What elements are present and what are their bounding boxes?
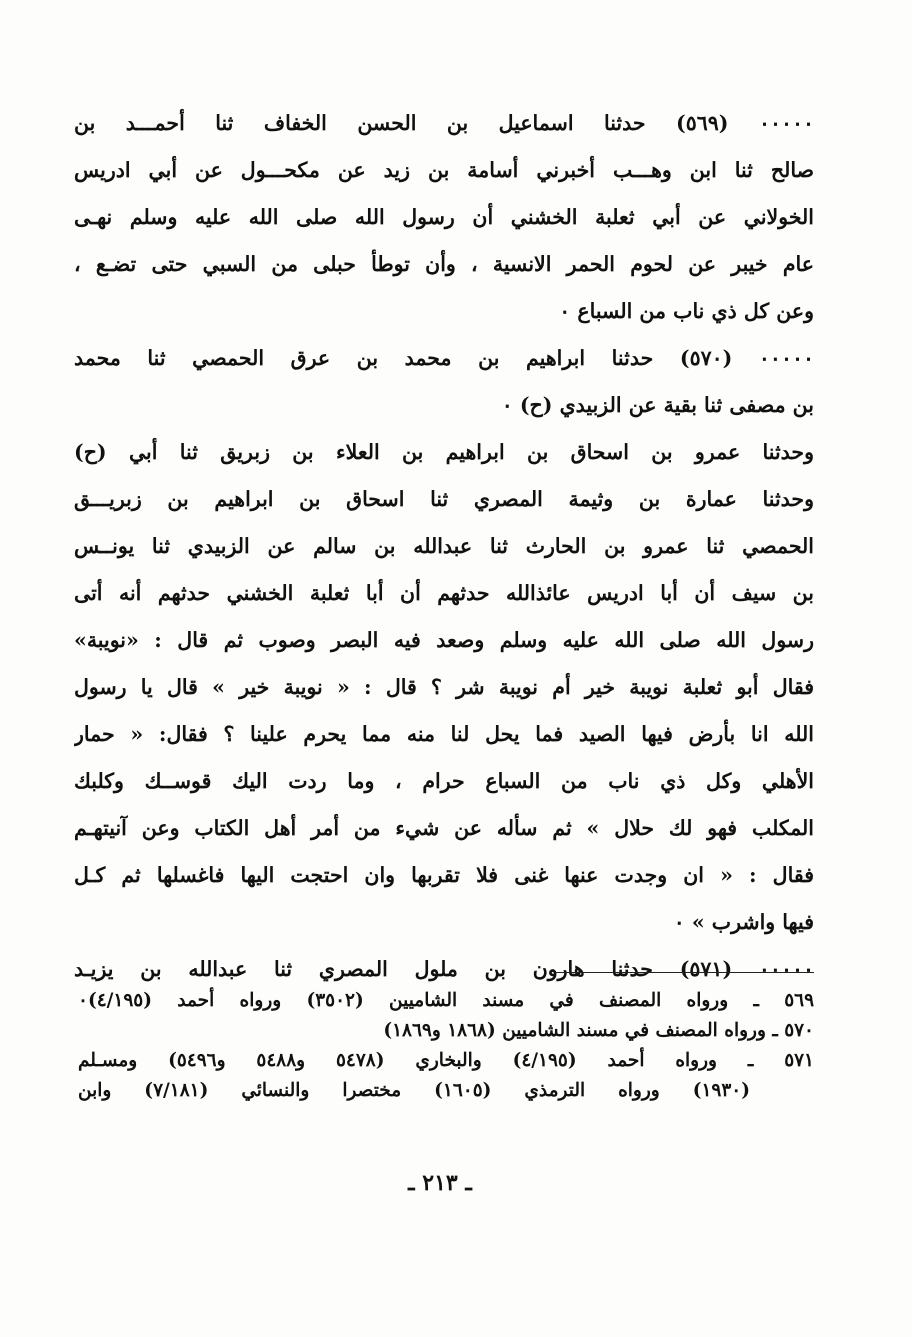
text-line: بن مصفى ثنا بقية عن الزبيدي (ح) ٠ — [501, 393, 814, 417]
text-line: وحدثنا عمرو بن اسحاق بن ابراهيم بن العلاء بن زبريق ثنا أبي (ح) — [74, 440, 814, 464]
hadith-570-chain-2 — [74, 429, 814, 476]
footnote-571-continued: (١٩٣٠) ورواه الترمذي (١٦٠٥) مختصرا والنسائي (٧/١٨١) وابن — [78, 1080, 750, 1101]
main-text — [74, 100, 814, 993]
footnote-571: ٥٧١ ـ ورواه أحمد (٤/١٩٥) والبخاري (٥٤٧٨ و٥٤٨٨ و٥٤٩٦) ومسـلم — [78, 1050, 814, 1071]
text-line: صالح ثنا ابن وهـــب أخبرني أسامة بن زيد عن مكحـــول عن أبي ادريس — [74, 158, 814, 182]
footnote-separator — [556, 972, 814, 973]
text-line: فيها واشرب » ٠ — [673, 910, 814, 934]
text-line: عام خيبر عن لحوم الحمر الانسية ، وأن توطأ حبلى من السبي حتى تضـع ، — [74, 252, 814, 276]
text-line: ٠٠٠٠٠ (٥٧٠) حدثنا ابراهيم بن محمد بن عرق الحمصي ثنا محمد — [74, 346, 814, 370]
footnote-570: ٥٧٠ ـ ورواه المصنف في مسند الشاميين (١٨٦٨ و١٨٦٩) — [383, 1020, 814, 1041]
hadith-570-chain-3 — [74, 476, 814, 946]
text-line: رسول الله صلى الله عليه وسلم وصعد فيه البصر وصوب ثم قال : «نويبة» — [74, 628, 814, 652]
text-line: الخولاني عن أبي ثعلبة الخشني أن رسول الله صلى الله عليه وسلم نهـى — [74, 205, 814, 229]
text-line: المكلب فهو لك حلال » ثم سأله عن شيء من أمر أهل الكتاب وعن آنيتهـم — [74, 816, 814, 840]
hadith-569 — [74, 100, 814, 335]
text-line: وعن كل ذي ناب من السباع ٠ — [559, 299, 814, 323]
page-number: ـ ٢١٣ ـ — [408, 1170, 472, 1196]
text-line: الحمصي ثنا عمرو بن الحارث ثنا عبدالله بن سالم عن الزبيدي ثنا يونــس — [74, 534, 814, 558]
text-line: فقال أبو ثعلبة نويبة خير أم نويبة شر ؟ قال : « نويبة خير » قال يا رسول — [74, 675, 814, 699]
text-line: الله انا بأرض فيها الصيد فما يحل لنا منه مما يحرم علينا ؟ فقال: « حمار — [74, 722, 814, 746]
hadith-570 — [74, 335, 814, 429]
footnotes — [78, 986, 814, 1106]
text-line: فقال : « ان وجدت عنها غنى فلا تقربها وان احتجت اليها فاغسلها ثم كـل — [74, 863, 814, 887]
footnote-569: ٥٦٩ ـ ورواه المصنف في مسند الشاميين (٣٥٠٢) ورواه أحمد (٤/١٩٥)٠ — [78, 990, 814, 1011]
text-line: بن سيف أن أبا ادريس عائذالله حدثهم أن أبا ثعلبة الخشني حدثهم أنه أتى — [74, 581, 814, 605]
text-line: ٠٠٠٠٠ (٥٧١) حدثنا هارون بن ملول المصري ثنا عبدالله بن يزيـد — [74, 957, 814, 981]
text-line: ٠٠٠٠٠ (٥٦٩) حدثنا اسماعيل بن الحسن الخفاف ثنا أحمـــد بن — [74, 111, 814, 135]
text-line: الأهلي وكل ذي ناب من السباع حرام ، وما ردت اليك قوســك وكلبك — [74, 769, 814, 793]
text-line: وحدثنا عمارة بن وثيمة المصري ثنا اسحاق بن ابراهيم بن زبريـــق — [74, 487, 814, 511]
